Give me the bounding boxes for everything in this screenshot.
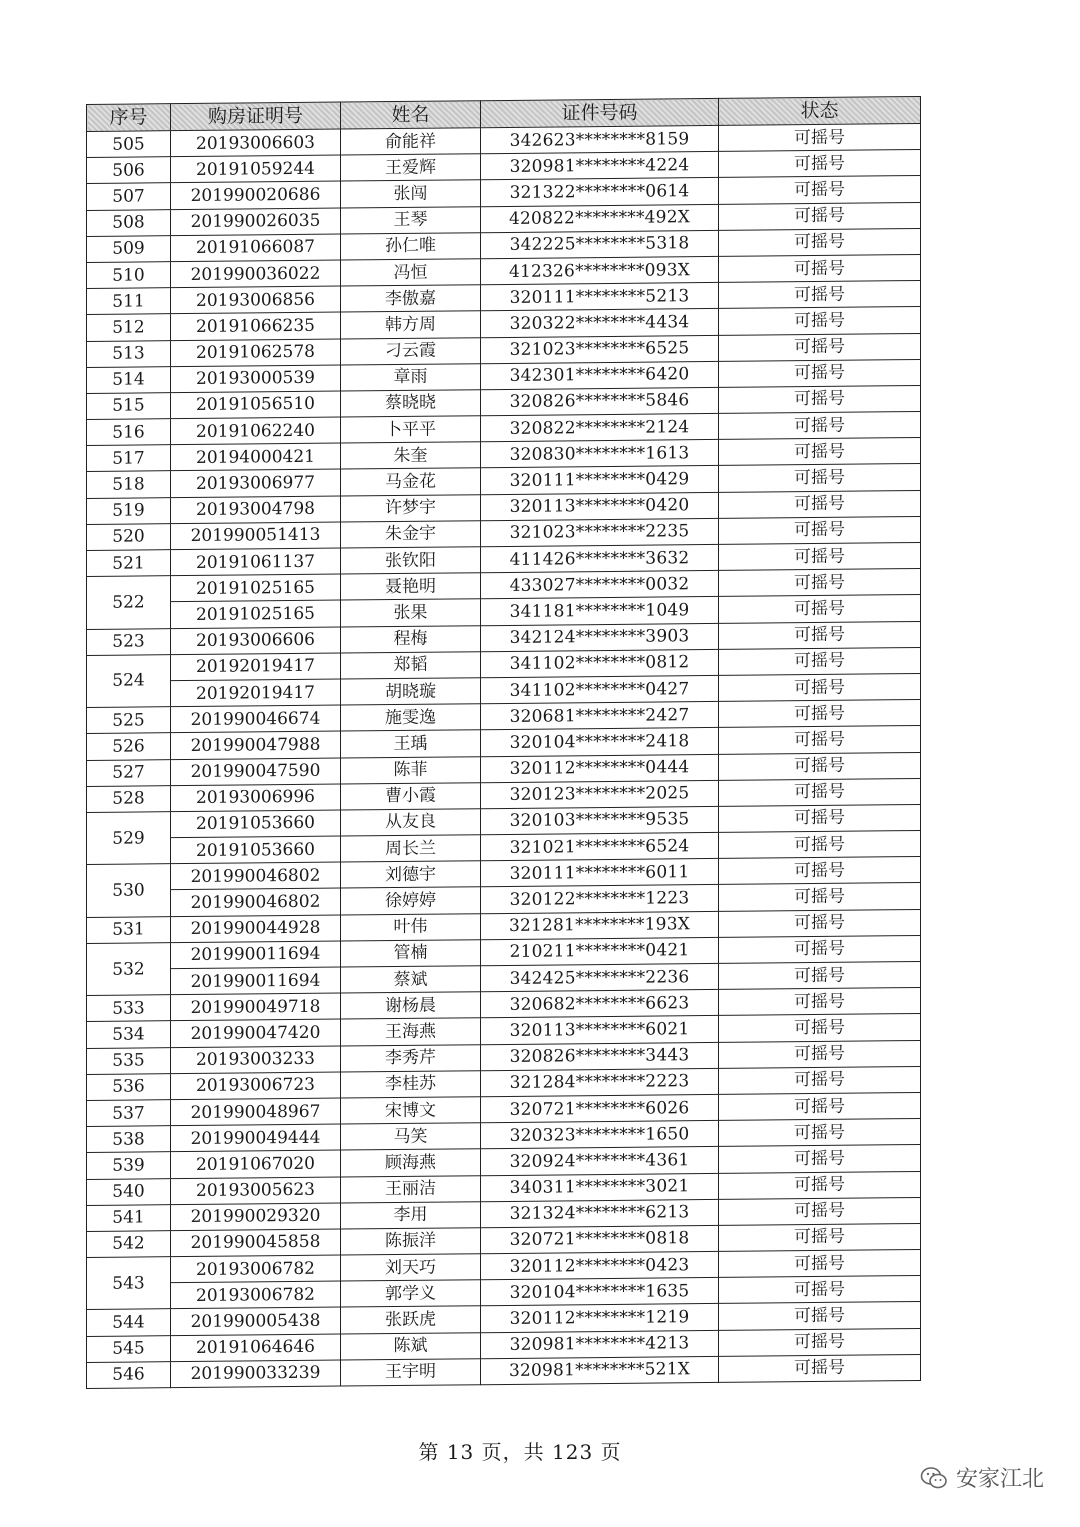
header-status: 状态 bbox=[719, 96, 921, 125]
cell-status: 可摇号 bbox=[719, 1354, 921, 1382]
cell-status: 可摇号 bbox=[719, 673, 921, 701]
cell-id-number: 320112********1219 bbox=[481, 1304, 719, 1332]
cell-name: 刁云霞 bbox=[341, 337, 481, 365]
cell-name: 蔡斌 bbox=[341, 966, 481, 994]
cell-cert-number: 201990005438 bbox=[171, 1307, 341, 1335]
cell-id-number: 341102********0812 bbox=[481, 649, 719, 677]
cell-id-number: 210211********0421 bbox=[481, 937, 719, 965]
cell-id-number: 320323********1650 bbox=[481, 1121, 719, 1149]
cell-cert-number: 201990047590 bbox=[171, 758, 341, 786]
cell-name: 刘德宇 bbox=[341, 861, 481, 889]
cell-name: 韩方周 bbox=[341, 311, 481, 339]
cell-cert-number: 20191062240 bbox=[171, 417, 341, 445]
cell-name: 宋博文 bbox=[341, 1097, 481, 1125]
cell-seq: 509 bbox=[87, 235, 171, 262]
cell-status: 可摇号 bbox=[719, 1223, 921, 1251]
cell-name: 卜平平 bbox=[341, 416, 481, 444]
cell-seq: 523 bbox=[87, 628, 171, 655]
cell-name: 曹小霞 bbox=[341, 782, 481, 810]
cell-id-number: 320830********1613 bbox=[481, 440, 719, 468]
cell-seq: 542 bbox=[87, 1231, 171, 1258]
cell-seq: 544 bbox=[87, 1309, 171, 1336]
cell-name: 胡晓璇 bbox=[341, 678, 481, 706]
cell-cert-number: 20191062578 bbox=[171, 339, 341, 367]
cell-status: 可摇号 bbox=[719, 621, 921, 649]
cell-seq: 539 bbox=[87, 1152, 171, 1179]
header-name: 姓名 bbox=[341, 101, 481, 129]
cell-id-number: 320682********6623 bbox=[481, 990, 719, 1018]
cell-cert-number: 20191066087 bbox=[171, 234, 341, 262]
cell-seq: 512 bbox=[87, 314, 171, 341]
cell-cert-number: 20192019417 bbox=[171, 653, 341, 681]
cell-id-number: 320721********0818 bbox=[481, 1225, 719, 1253]
cell-id-number: 320981********4224 bbox=[481, 152, 719, 180]
cell-cert-number: 20191053660 bbox=[171, 836, 341, 864]
cell-status: 可摇号 bbox=[719, 935, 921, 963]
table-body bbox=[87, 123, 921, 1388]
cell-cert-number: 20193006856 bbox=[171, 286, 341, 314]
cell-status: 可摇号 bbox=[719, 438, 921, 466]
cell-id-number: 412326********093X bbox=[481, 256, 719, 284]
watermark bbox=[920, 1462, 1044, 1493]
cell-name: 施雯逸 bbox=[341, 704, 481, 732]
cell-id-number: 320111********6011 bbox=[481, 859, 719, 887]
cell-id-number: 342301********6420 bbox=[481, 361, 719, 389]
cell-id-number: 320111********0429 bbox=[481, 466, 719, 494]
cell-id-number: 321281********193X bbox=[481, 911, 719, 939]
cell-status: 可摇号 bbox=[719, 1040, 921, 1068]
cell-name: 谢杨晨 bbox=[341, 992, 481, 1020]
cell-seq: 540 bbox=[87, 1178, 171, 1205]
cell-cert-number: 20191056510 bbox=[171, 391, 341, 419]
cell-status: 可摇号 bbox=[719, 1171, 921, 1199]
cell-name: 李傲嘉 bbox=[341, 285, 481, 313]
cell-status: 可摇号 bbox=[719, 1197, 921, 1225]
cell-id-number: 320826********5846 bbox=[481, 387, 719, 415]
cell-cert-number: 20193006782 bbox=[171, 1281, 341, 1309]
cell-name: 陈菲 bbox=[341, 756, 481, 784]
cell-status: 可摇号 bbox=[719, 1302, 921, 1330]
cell-id-number: 320112********0423 bbox=[481, 1251, 719, 1279]
cell-cert-number: 201990029320 bbox=[171, 1203, 341, 1231]
cell-cert-number: 20193006606 bbox=[171, 627, 341, 655]
cell-name: 马金花 bbox=[341, 468, 481, 496]
cell-id-number: 341181********1049 bbox=[481, 597, 719, 625]
cell-seq: 513 bbox=[87, 340, 171, 367]
cell-id-number: 321324********6213 bbox=[481, 1199, 719, 1227]
wechat-icon bbox=[920, 1466, 948, 1490]
cell-name: 张闯 bbox=[341, 180, 481, 208]
cell-name: 刘天巧 bbox=[341, 1254, 481, 1282]
cell-seq: 532 bbox=[87, 943, 171, 996]
cell-status: 可摇号 bbox=[719, 228, 921, 256]
cell-status: 可摇号 bbox=[719, 307, 921, 335]
cell-id-number: 411426********3632 bbox=[481, 544, 719, 572]
cell-id-number: 321322********0614 bbox=[481, 178, 719, 206]
cell-name: 王丽洁 bbox=[341, 1175, 481, 1203]
cell-status: 可摇号 bbox=[719, 988, 921, 1016]
cell-name: 王瑀 bbox=[341, 730, 481, 758]
cell-cert-number: 20193003233 bbox=[171, 1046, 341, 1074]
cell-seq: 505 bbox=[87, 131, 171, 158]
cell-seq: 536 bbox=[87, 1073, 171, 1100]
cell-id-number: 433027********0032 bbox=[481, 571, 719, 599]
cell-cert-number: 201990047420 bbox=[171, 1019, 341, 1047]
cell-seq: 543 bbox=[87, 1257, 171, 1310]
cell-name: 朱金宇 bbox=[341, 521, 481, 549]
cell-status: 可摇号 bbox=[719, 542, 921, 570]
cell-cert-number: 201990046802 bbox=[171, 888, 341, 916]
cell-name: 聂艳明 bbox=[341, 573, 481, 601]
cell-seq: 528 bbox=[87, 785, 171, 812]
cell-id-number: 321021********6524 bbox=[481, 832, 719, 860]
cell-cert-number: 201990049444 bbox=[171, 1124, 341, 1152]
cell-status: 可摇号 bbox=[719, 595, 921, 623]
cell-cert-number: 20191061137 bbox=[171, 548, 341, 576]
cell-name: 从友良 bbox=[341, 809, 481, 837]
cell-id-number: 321023********2235 bbox=[481, 518, 719, 546]
cell-name: 王海燕 bbox=[341, 1018, 481, 1046]
cell-status: 可摇号 bbox=[719, 883, 921, 911]
cell-cert-number: 201990011694 bbox=[171, 941, 341, 969]
page-number: 第 13 页，共 123 页 bbox=[418, 1440, 622, 1464]
cell-status: 可摇号 bbox=[719, 490, 921, 518]
cell-status: 可摇号 bbox=[719, 254, 921, 282]
cell-cert-number: 201990044928 bbox=[171, 915, 341, 943]
cell-status: 可摇号 bbox=[719, 831, 921, 859]
cell-seq: 527 bbox=[87, 759, 171, 786]
cell-status: 可摇号 bbox=[719, 1066, 921, 1094]
cell-name: 冯恒 bbox=[341, 259, 481, 287]
cell-cert-number: 20191025165 bbox=[171, 600, 341, 628]
cell-cert-number: 20191067020 bbox=[171, 1150, 341, 1178]
header-id-number: 证件号码 bbox=[481, 98, 719, 127]
cell-status: 可摇号 bbox=[719, 1092, 921, 1120]
cell-name: 顾海燕 bbox=[341, 1149, 481, 1177]
cell-seq: 530 bbox=[87, 864, 171, 917]
cell-name: 章雨 bbox=[341, 363, 481, 391]
cell-id-number: 342425********2236 bbox=[481, 963, 719, 991]
cell-seq: 507 bbox=[87, 183, 171, 210]
cell-id-number: 342124********3903 bbox=[481, 623, 719, 651]
cell-cert-number: 20194000421 bbox=[171, 443, 341, 471]
cell-status: 可摇号 bbox=[719, 857, 921, 885]
cell-status: 可摇号 bbox=[719, 778, 921, 806]
cell-seq: 506 bbox=[87, 157, 171, 184]
cell-status: 可摇号 bbox=[719, 1119, 921, 1147]
cell-id-number: 320104********2418 bbox=[481, 728, 719, 756]
cell-name: 李用 bbox=[341, 1201, 481, 1229]
cell-id-number: 320924********4361 bbox=[481, 1147, 719, 1175]
cell-status: 可摇号 bbox=[719, 123, 921, 151]
cell-seq: 519 bbox=[87, 497, 171, 524]
cell-id-number: 320112********0444 bbox=[481, 754, 719, 782]
cell-id-number: 342225********5318 bbox=[481, 230, 719, 258]
cell-id-number: 320104********1635 bbox=[481, 1278, 719, 1306]
cell-seq: 533 bbox=[87, 995, 171, 1022]
cell-cert-number: 20191059244 bbox=[171, 155, 341, 183]
cell-cert-number: 201990045858 bbox=[171, 1229, 341, 1257]
cell-seq: 537 bbox=[87, 1100, 171, 1127]
cell-status: 可摇号 bbox=[719, 385, 921, 413]
cell-status: 可摇号 bbox=[719, 333, 921, 361]
cell-id-number: 320123********2025 bbox=[481, 780, 719, 808]
cell-status: 可摇号 bbox=[719, 176, 921, 204]
cell-cert-number: 201990048967 bbox=[171, 1098, 341, 1126]
cell-name: 徐婷婷 bbox=[341, 887, 481, 915]
cell-cert-number: 201990026035 bbox=[171, 208, 341, 236]
cell-id-number: 320981********4213 bbox=[481, 1330, 719, 1358]
cell-id-number: 341102********0427 bbox=[481, 675, 719, 703]
cell-name: 马笑 bbox=[341, 1123, 481, 1151]
cell-cert-number: 20193006977 bbox=[171, 469, 341, 497]
cell-name: 张跃虎 bbox=[341, 1306, 481, 1334]
header-cert-number: 购房证明号 bbox=[171, 102, 341, 131]
cell-status: 可摇号 bbox=[719, 150, 921, 178]
cell-seq: 517 bbox=[87, 445, 171, 472]
cell-status: 可摇号 bbox=[719, 1145, 921, 1173]
cell-cert-number: 20191025165 bbox=[171, 574, 341, 602]
cell-cert-number: 20191053660 bbox=[171, 810, 341, 838]
cell-seq: 545 bbox=[87, 1335, 171, 1362]
cell-name: 周长兰 bbox=[341, 835, 481, 863]
cell-status: 可摇号 bbox=[719, 1250, 921, 1278]
cell-name: 郑韬 bbox=[341, 651, 481, 679]
cell-name: 叶伟 bbox=[341, 913, 481, 941]
cell-id-number: 320822********2124 bbox=[481, 413, 719, 441]
cell-name: 许梦宇 bbox=[341, 494, 481, 522]
cell-seq: 522 bbox=[87, 576, 171, 629]
cell-id-number: 342623********8159 bbox=[481, 125, 719, 153]
cell-name: 陈斌 bbox=[341, 1332, 481, 1360]
roster-table bbox=[86, 96, 921, 1389]
cell-status: 可摇号 bbox=[719, 569, 921, 597]
cell-status: 可摇号 bbox=[719, 1328, 921, 1356]
cell-cert-number: 201990049718 bbox=[171, 993, 341, 1021]
cell-id-number: 321023********6525 bbox=[481, 335, 719, 363]
cell-cert-number: 201990046674 bbox=[171, 705, 341, 733]
cell-status: 可摇号 bbox=[719, 752, 921, 780]
cell-name: 朱奎 bbox=[341, 442, 481, 470]
cell-cert-number: 20193006603 bbox=[171, 129, 341, 157]
cell-seq: 531 bbox=[87, 916, 171, 943]
cell-id-number: 320111********5213 bbox=[481, 283, 719, 311]
cell-id-number: 320322********4434 bbox=[481, 309, 719, 337]
cell-name: 程梅 bbox=[341, 625, 481, 653]
cell-seq: 538 bbox=[87, 1126, 171, 1153]
cell-status: 可摇号 bbox=[719, 909, 921, 937]
cell-cert-number: 20193000539 bbox=[171, 365, 341, 393]
cell-name: 李秀芹 bbox=[341, 1044, 481, 1072]
watermark-text: 安家江北 bbox=[955, 1467, 1044, 1492]
cell-name: 王琴 bbox=[341, 206, 481, 234]
cell-name: 张果 bbox=[341, 599, 481, 627]
cell-id-number: 321284********2223 bbox=[481, 1068, 719, 1096]
cell-cert-number: 20193006996 bbox=[171, 784, 341, 812]
cell-status: 可摇号 bbox=[719, 700, 921, 728]
cell-status: 可摇号 bbox=[719, 1014, 921, 1042]
cell-name: 陈振洋 bbox=[341, 1228, 481, 1256]
cell-seq: 514 bbox=[87, 366, 171, 393]
cell-seq: 534 bbox=[87, 1021, 171, 1048]
cell-name: 张钦阳 bbox=[341, 547, 481, 575]
cell-cert-number: 20193005623 bbox=[171, 1177, 341, 1205]
cell-name: 王宇明 bbox=[341, 1359, 481, 1387]
cell-cert-number: 20191066235 bbox=[171, 312, 341, 340]
cell-seq: 510 bbox=[87, 262, 171, 289]
cell-cert-number: 201990033239 bbox=[171, 1360, 341, 1388]
cell-seq: 525 bbox=[87, 707, 171, 734]
cell-cert-number: 201990020686 bbox=[171, 181, 341, 209]
cell-name: 李桂苏 bbox=[341, 1070, 481, 1098]
cell-seq: 535 bbox=[87, 1047, 171, 1074]
cell-status: 可摇号 bbox=[719, 281, 921, 309]
cell-seq: 516 bbox=[87, 419, 171, 446]
cell-name: 王爱辉 bbox=[341, 154, 481, 182]
cell-cert-number: 201990046802 bbox=[171, 862, 341, 890]
cell-status: 可摇号 bbox=[719, 961, 921, 989]
cell-cert-number: 201990011694 bbox=[171, 967, 341, 995]
cell-cert-number: 20193006782 bbox=[171, 1255, 341, 1283]
cell-seq: 526 bbox=[87, 733, 171, 760]
cell-id-number: 320981********521X bbox=[481, 1356, 719, 1384]
cell-seq: 520 bbox=[87, 524, 171, 551]
cell-status: 可摇号 bbox=[719, 516, 921, 544]
cell-name: 蔡晓晓 bbox=[341, 390, 481, 418]
cell-cert-number: 201990051413 bbox=[171, 522, 341, 550]
cell-name: 孙仁唯 bbox=[341, 232, 481, 260]
cell-status: 可摇号 bbox=[719, 464, 921, 492]
cell-cert-number: 201990047988 bbox=[171, 731, 341, 759]
cell-seq: 541 bbox=[87, 1204, 171, 1231]
cell-status: 可摇号 bbox=[719, 359, 921, 387]
cell-name: 郭学义 bbox=[341, 1280, 481, 1308]
cell-id-number: 320113********0420 bbox=[481, 492, 719, 520]
cell-cert-number: 20193006723 bbox=[171, 1072, 341, 1100]
cell-id-number: 320681********2427 bbox=[481, 702, 719, 730]
cell-seq: 521 bbox=[87, 550, 171, 577]
cell-seq: 511 bbox=[87, 288, 171, 315]
cell-status: 可摇号 bbox=[719, 202, 921, 230]
cell-id-number: 320122********1223 bbox=[481, 885, 719, 913]
cell-name: 俞能祥 bbox=[341, 128, 481, 156]
cell-id-number: 320826********3443 bbox=[481, 1042, 719, 1070]
cell-cert-number: 20191064646 bbox=[171, 1334, 341, 1362]
cell-seq: 546 bbox=[87, 1362, 171, 1389]
cell-cert-number: 201990036022 bbox=[171, 260, 341, 288]
header-seq: 序号 bbox=[87, 104, 171, 132]
cell-id-number: 420822********492X bbox=[481, 204, 719, 232]
cell-name: 管楠 bbox=[341, 940, 481, 968]
cell-status: 可摇号 bbox=[719, 412, 921, 440]
cell-status: 可摇号 bbox=[719, 726, 921, 754]
cell-id-number: 320113********6021 bbox=[481, 1016, 719, 1044]
cell-seq: 524 bbox=[87, 654, 171, 707]
cell-cert-number: 20192019417 bbox=[171, 679, 341, 707]
cell-status: 可摇号 bbox=[719, 1276, 921, 1304]
cell-id-number: 320721********6026 bbox=[481, 1094, 719, 1122]
cell-seq: 518 bbox=[87, 471, 171, 498]
cell-seq: 515 bbox=[87, 393, 171, 420]
cell-id-number: 340311********3021 bbox=[481, 1173, 719, 1201]
cell-id-number: 320103********9535 bbox=[481, 806, 719, 834]
cell-cert-number: 20193004798 bbox=[171, 496, 341, 524]
cell-seq: 508 bbox=[87, 209, 171, 236]
cell-status: 可摇号 bbox=[719, 647, 921, 675]
cell-status: 可摇号 bbox=[719, 804, 921, 832]
cell-seq: 529 bbox=[87, 812, 171, 865]
